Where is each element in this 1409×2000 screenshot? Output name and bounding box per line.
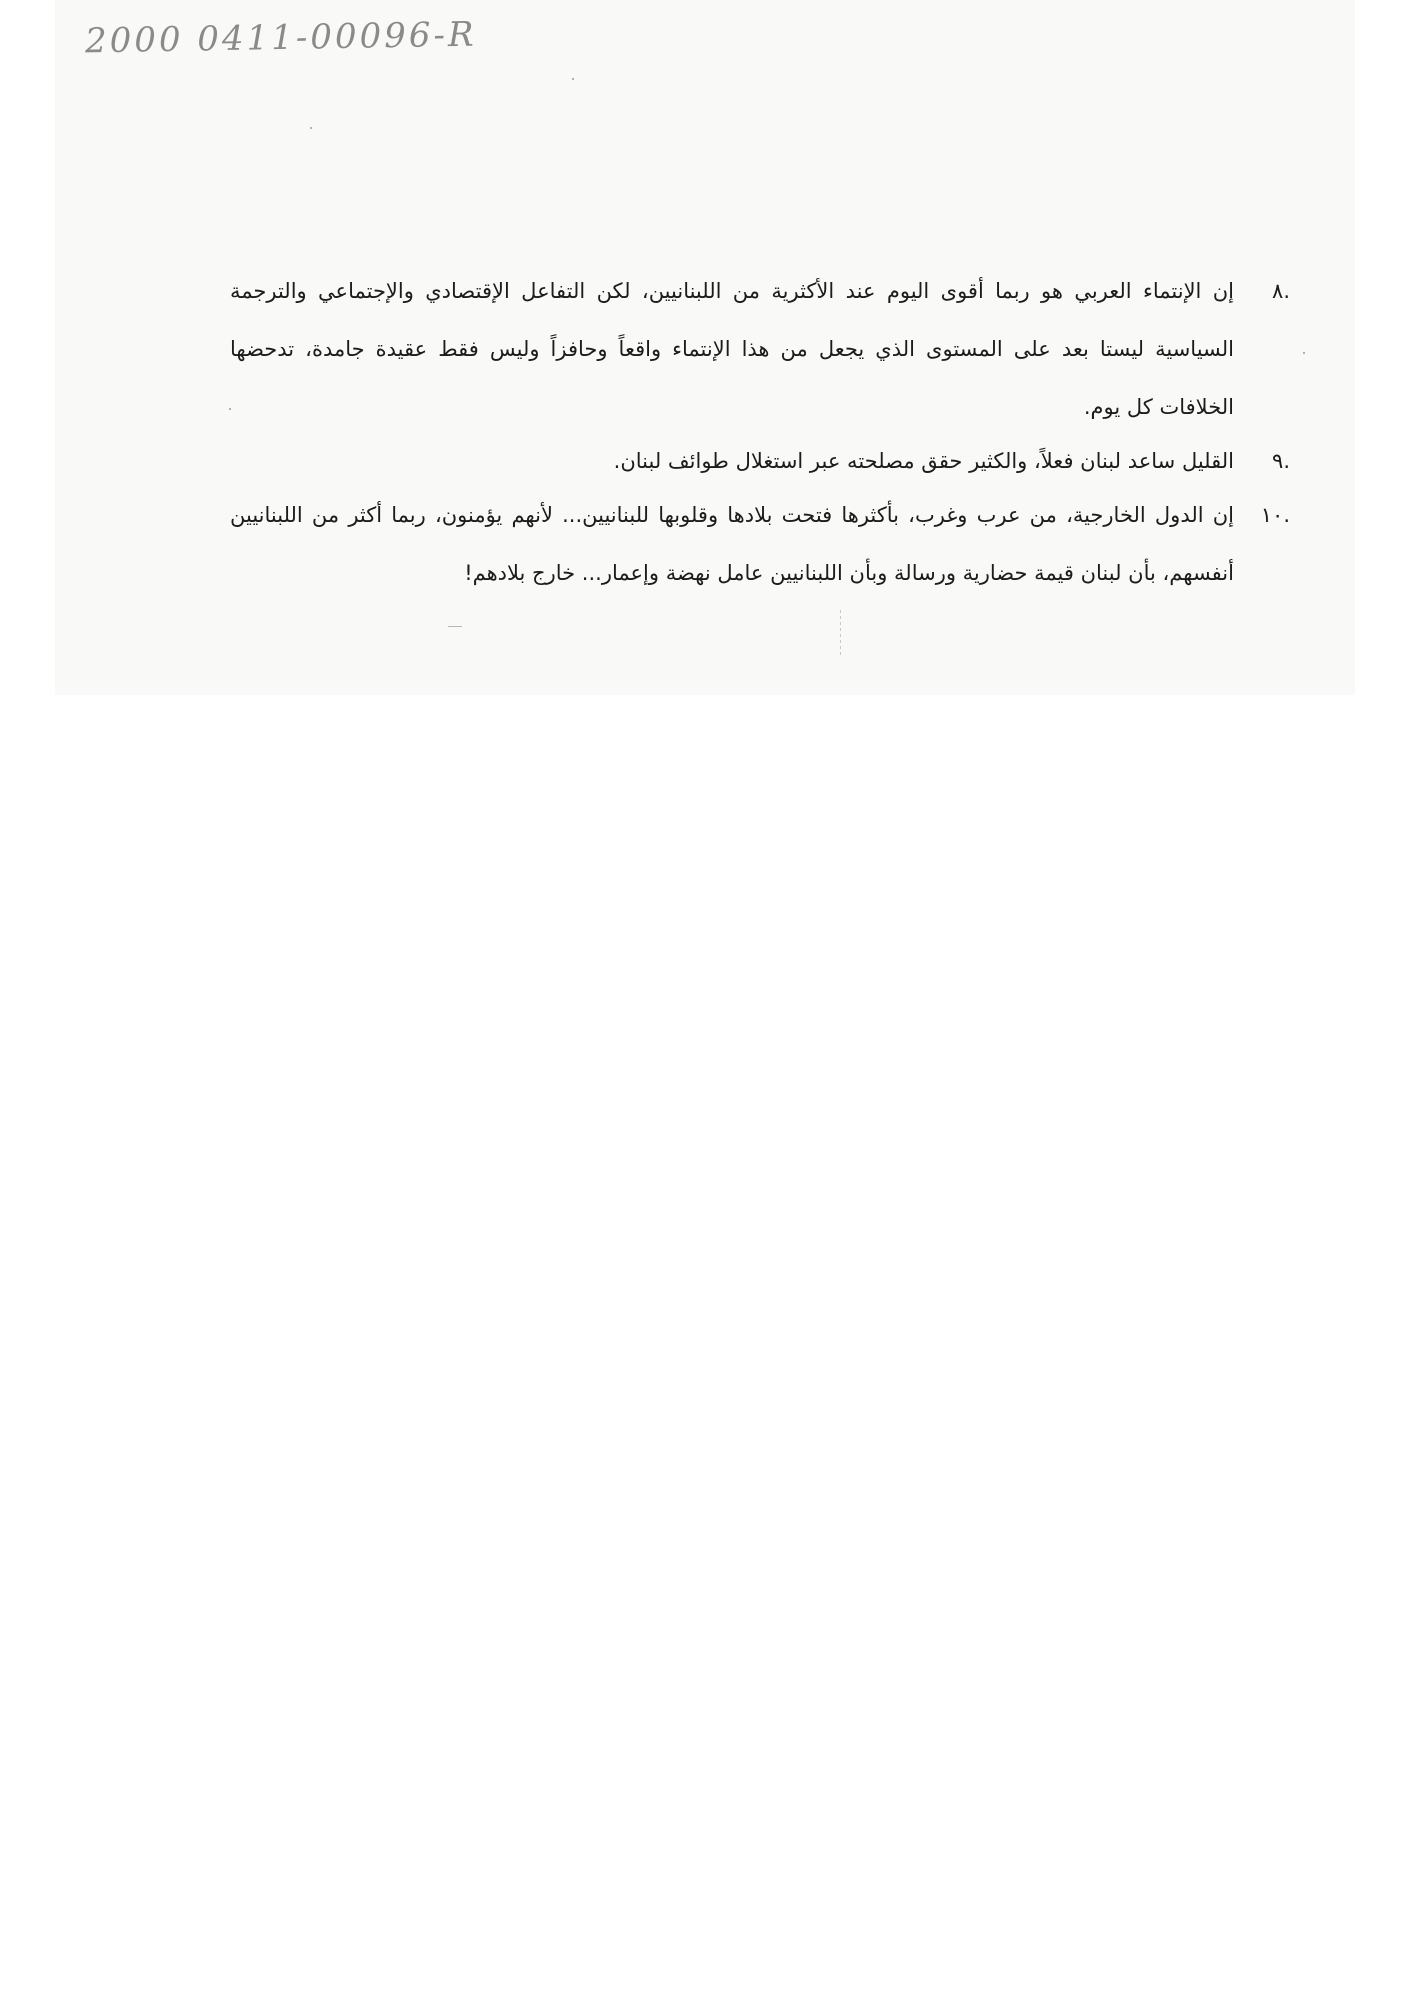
item-text: إن الإنتماء العربي هو ربما أقوى اليوم عند الأكثرية من اللبنانيين، لكن التفاعل الإقتصادي والإجتماعي والترجمة السياسية ليستا بعد على المستوى الذي يجعل من هذا الإنتماء واقعاً وحافزاً وليس فقط عقيدة جامدة، تدحضها الخلافات كل يوم.: [230, 279, 1234, 419]
document-body: [230, 262, 1290, 602]
item-number: .٨: [1272, 279, 1290, 303]
list-item: [230, 432, 1290, 490]
scan-line: [840, 610, 841, 658]
list-item: [230, 262, 1290, 436]
scan-mark: [448, 626, 462, 627]
handwritten-document-id: 2000 0411-00096-R: [84, 14, 477, 62]
item-text: القليل ساعد لبنان فعلاً، والكثير حقق مصلحته عبر استغلال طوائف لبنان.: [613, 449, 1234, 473]
item-text: إن الدول الخارجية، من عرب وغرب، بأكثرها فتحت بلادها وقلوبها للبنانيين... لأنهم يؤمنون، ربما أكثر من اللبنانيين أنفسهم، بأن لبنان قيمة حضارية ورسالة وبأن اللبنانيين عامل نهضة وإعمار... خارج بلادهم!: [230, 503, 1234, 585]
item-number: .٩: [1272, 449, 1290, 473]
scan-speck: [1303, 352, 1305, 354]
scan-speck: [310, 127, 312, 129]
list-item: [230, 486, 1290, 602]
scan-speck: [572, 78, 574, 80]
item-number: .١٠: [1260, 503, 1290, 527]
